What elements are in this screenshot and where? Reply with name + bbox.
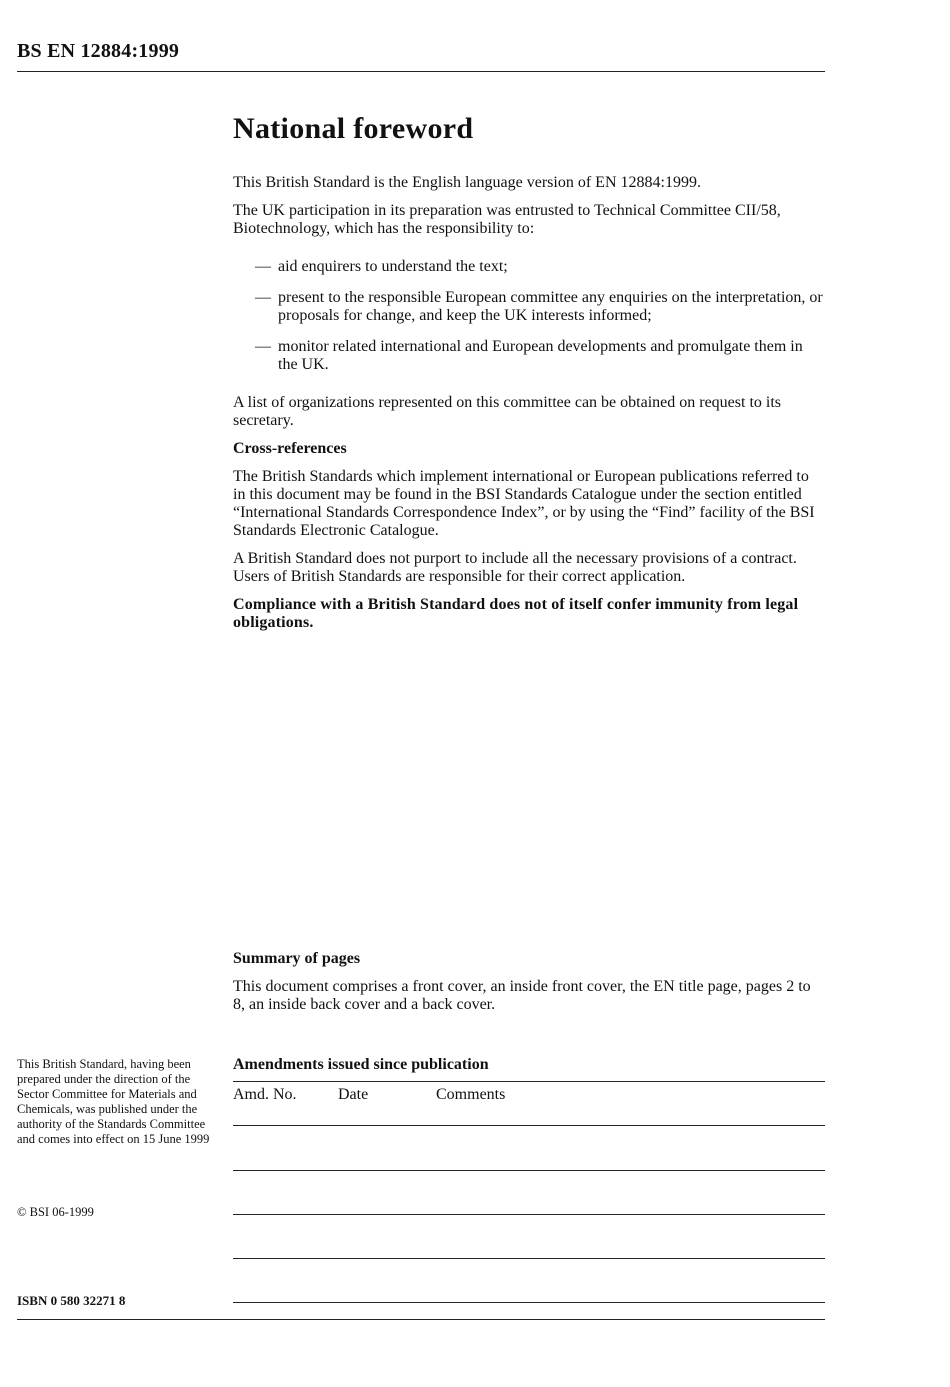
cross-references-paragraph: The British Standards which implement international or European publications referred to in this document may be found in the BSI Standards Catalogue under the section entitled “International Standards Correspondence Index”, or by using the “Find” facility of the BSI Standards Electronic Catalogue. <box>233 468 815 539</box>
cross-references-heading: Cross-references <box>233 440 347 457</box>
page-title: National foreword <box>233 112 474 145</box>
summary-paragraph: This document comprises a front cover, an inside front cover, the EN title page, pages 2 to 8, an inside back cover and a back cover. <box>233 978 811 1013</box>
summary-of-pages-section <box>233 950 825 1024</box>
comments-column-header: Comments <box>436 1086 506 1103</box>
publication-note: This British Standard, having been prepared under the direction of the Sector Committee for Materials and Chemicals, was published under the authority of the Standards Committee and comes into effect on 15 June 1999 <box>17 1057 210 1146</box>
document-id: BS EN 12884:1999 <box>17 40 180 62</box>
org-list-paragraph: A list of organizations represented on this committee can be obtained on request to its secretary. <box>233 394 782 429</box>
responsibility-list <box>233 258 825 374</box>
list-item <box>233 289 825 325</box>
amendments-table-rule <box>233 1302 825 1303</box>
amendments-table-rule <box>233 1081 825 1082</box>
list-item-text: aid enquirers to understand the text; <box>278 258 508 275</box>
list-item <box>233 258 825 276</box>
summary-heading: Summary of pages <box>233 950 361 967</box>
copyright-notice: © BSI 06-1999 <box>17 1205 94 1219</box>
header-rule <box>17 71 825 72</box>
participation-paragraph: The UK participation in its preparation was entrusted to Technical Committee CII/58, Biotechnology, which has the responsibility to: <box>233 202 781 237</box>
amd-no-column-header: Amd. No. <box>233 1086 297 1103</box>
list-item-text: present to the responsible European committee any enquiries on the interpretation, or proposals for change, and keep the UK interests informed; <box>278 289 823 324</box>
contract-paragraph: A British Standard does not purport to include all the necessary provisions of a contract. Users of British Standards are responsible for their correct application. <box>233 550 797 585</box>
list-item-text: monitor related international and European developments and promulgate them in the UK. <box>278 338 803 373</box>
dash-marker: — <box>255 258 271 275</box>
national-foreword-section <box>233 112 825 642</box>
amendments-table-rule <box>233 1125 825 1126</box>
list-item <box>233 338 825 374</box>
dash-marker: — <box>255 289 271 306</box>
amendments-table-rule <box>233 1214 825 1215</box>
amendments-table-rule <box>233 1170 825 1171</box>
date-column-header: Date <box>338 1086 369 1103</box>
dash-marker: — <box>255 338 271 355</box>
amendments-heading: Amendments issued since publication <box>233 1056 489 1073</box>
compliance-statement: Compliance with a British Standard does not of itself confer immunity from legal obligations. <box>233 596 799 631</box>
intro-paragraph: This British Standard is the English language version of EN 12884:1999. <box>233 174 701 191</box>
isbn: ISBN 0 580 32271 8 <box>17 1293 126 1308</box>
footer-rule <box>17 1319 825 1320</box>
amendments-table-rule <box>233 1258 825 1259</box>
